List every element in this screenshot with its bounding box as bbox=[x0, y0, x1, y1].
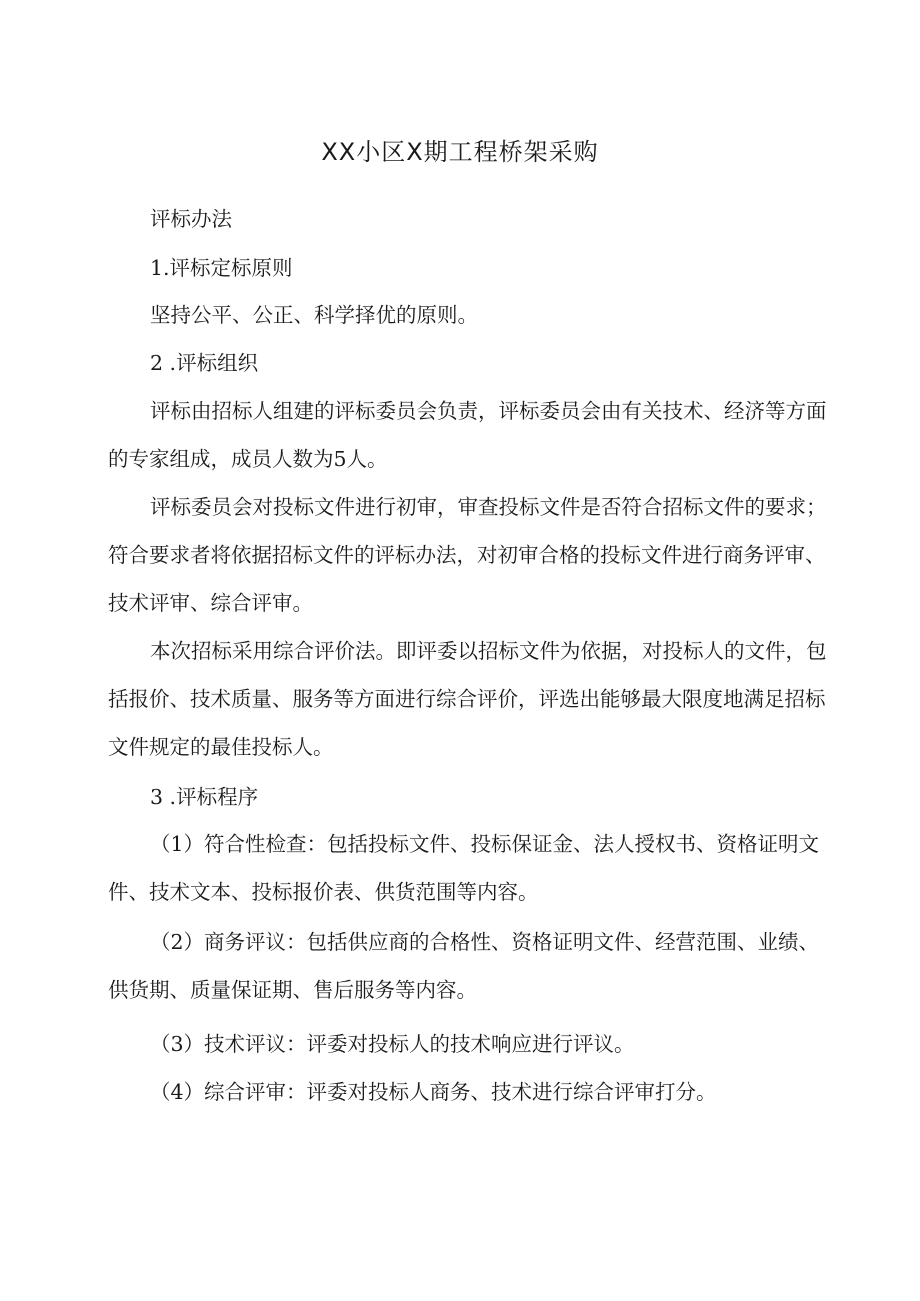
section-2-paragraph-2-line-3: 技术评审、综合评审。 bbox=[108, 591, 313, 615]
section-3-item-2-line-2: 供货期、质量保证期、售后服务等内容。 bbox=[108, 978, 477, 1002]
section-2-paragraph-1-line-2: 的专家组成，成员人数为5人。 bbox=[108, 447, 388, 471]
section-3-item-1-line-1: （1）符合性检查：包括投标文件、投标保证金、法人授权书、资格证明文 bbox=[150, 832, 820, 856]
section-2-paragraph-3-line-3: 文件规定的最佳投标人。 bbox=[108, 735, 334, 759]
section-heading-method: 评标办法 bbox=[150, 207, 232, 231]
section-2-paragraph-1-line-1: 评标由招标人组建的评标委员会负责，评标委员会由有关技术、经济等方面 bbox=[150, 399, 827, 423]
section-3-heading: 3 .评标程序 bbox=[150, 785, 259, 809]
section-1-paragraph: 坚持公平、公正、科学择优的原则。 bbox=[150, 303, 478, 327]
section-3-item-3: （3）技术评议：评委对投标人的技术响应进行评议。 bbox=[150, 1032, 635, 1056]
section-3-item-2-line-1: （2）商务评议：包括供应商的合格性、资格证明文件、经营范围、业绩、 bbox=[150, 930, 820, 954]
section-3-item-1-line-2: 件、技术文本、投标报价表、供货范围等内容。 bbox=[108, 880, 539, 904]
section-2-paragraph-2-line-2: 符合要求者将依据招标文件的评标办法，对初审合格的投标文件进行商务评审、 bbox=[108, 543, 826, 567]
document-title: XX小区X期工程桥架采购 bbox=[321, 138, 599, 166]
section-1-heading: 1.评标定标原则 bbox=[150, 256, 293, 280]
section-2-paragraph-2-line-1: 评标委员会对投标文件进行初审，审查投标文件是否符合招标文件的要求； bbox=[150, 495, 827, 519]
section-3-item-4: （4）综合评审：评委对投标人商务、技术进行综合评审打分。 bbox=[150, 1080, 717, 1104]
section-2-heading: 2 .评标组织 bbox=[150, 351, 259, 375]
section-2-paragraph-3-line-2: 括报价、技术质量、服务等方面进行综合评价，评选出能够最大限度地满足招标 bbox=[108, 687, 826, 711]
section-2-paragraph-3-line-1: 本次招标采用综合评价法。即评委以招标文件为依据，对投标人的文件，包 bbox=[150, 639, 827, 663]
